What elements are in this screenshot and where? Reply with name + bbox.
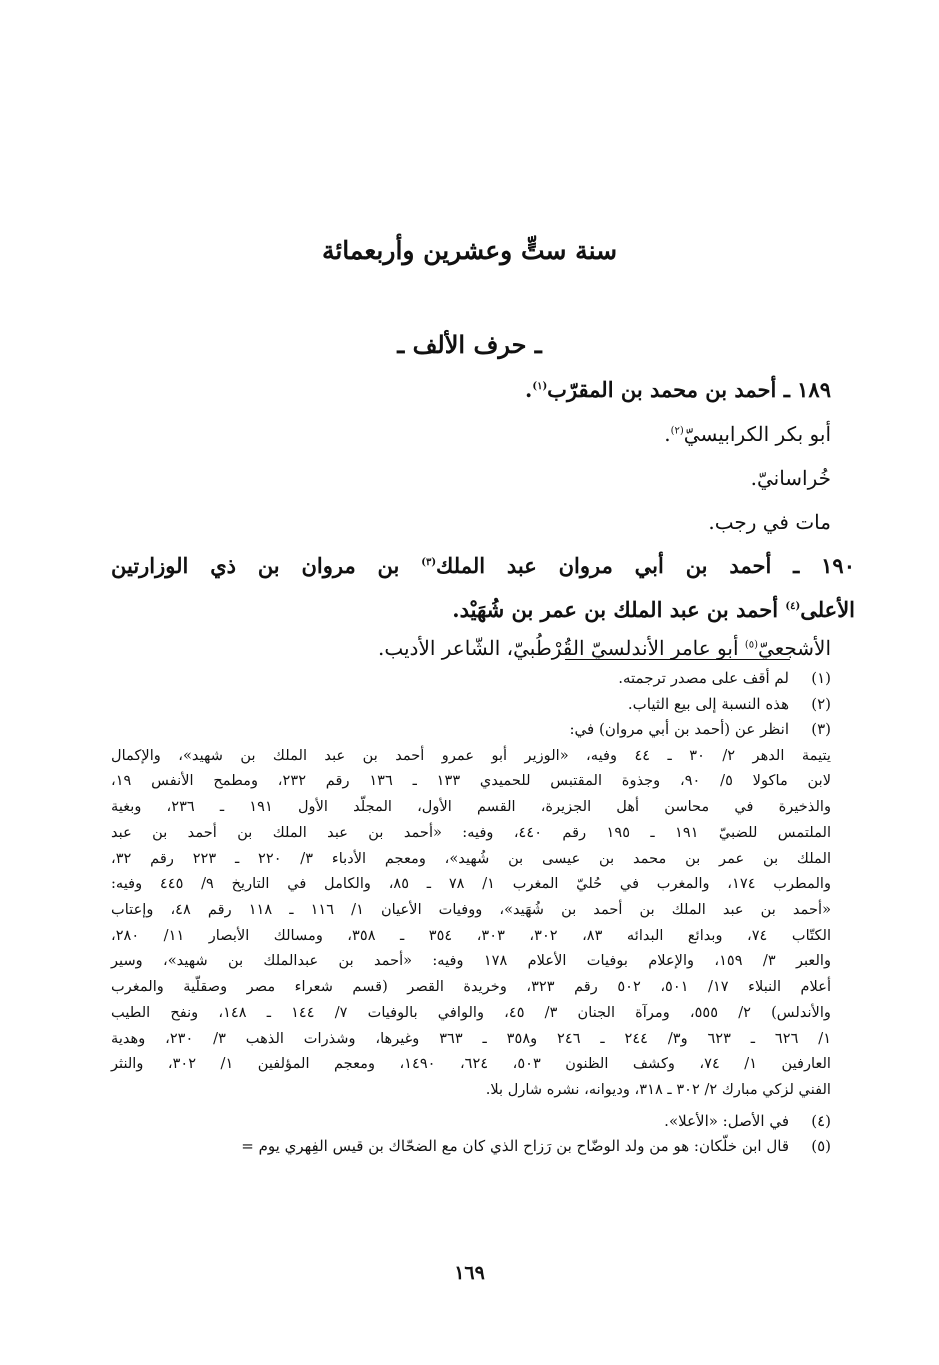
footnote-3-line: يتيمة الدهر ٢/ ٣٠ ـ ٤٤ وفيه، «الوزير أبو عمرو أحمد بن عبد الملك بن شهيد»، والإكمال [111,746,831,764]
footnote-3-line: الملتمس للضبيّ ١٩١ ـ ١٩٥ رقم ٤٤٠، وفيه: «أحمد بن عبد الملك بن أحمد بن عبد [111,823,832,841]
footnote-number: (٢) [811,694,831,713]
entry-190-line: الأشجعيّ$^{(٥)}$ أبو عامر الأندلسيّ القُرْطُبيّ، الشّاعر الأديب. [377,636,831,660]
footnote-ref-2: (٢) [670,425,684,437]
footnote-3-line: والذخيرة في محاسن أهل الجزيرة، القسم الأول، المجلّد الأول ١٩١ ـ ٢٣٦، وبغية [111,798,831,816]
footnote-3-line: والأندلس) ٢/ ٥٥٥، ومرآة الجنان ٣/ ٤٥، والوافي بالوفيات ٧/ ١٤٤ ـ ١٤٨، ونفح الطيب [111,1003,831,1021]
entry-189-line: مات في رجب. [708,510,831,534]
footnote-3-line: الفني لزكي مبارك ٢/ ٣٠٢ ـ ٣١٨، وديوانه، نشره شارل بلا. [485,1080,831,1098]
footnote-number: (٤) [811,1111,831,1130]
entry-190-heading-line2: الأعلى$^{(٤)}$ أحمد بن عبد الملك بن عمر بن شُهَيْد. [452,597,855,622]
footnote-4 [111,1109,831,1135]
footnote-1 [111,666,831,692]
footnotes [111,666,831,1160]
entry-189-line: أبو بكر الكرابيسيّ$^{(٢)}$. [664,422,831,446]
page-number: ١٦٩ [454,1262,485,1284]
footnote-5 [111,1134,831,1160]
entry-189-name: ١٨٩ ـ أحمد بن محمد بن المقرّب [547,377,831,402]
footnote-ref-5: (٥) [744,639,759,651]
footnote-3-line: «أحمد بن عبد الملك بن أحمد بن شُهَيد»، ووفيات الأعيان ١/ ١١٦ ـ ١١٨ رقم ٤٨، وإعتاب [111,901,832,918]
footnote-3-line: والمطرب ١٧٤، والمغرب في حُليّ المغرب ١/ ٧٨ ـ ٨٥، والكامل في التاريخ ٩/ ٤٤٥ وفيه: [111,875,831,893]
footnote-3-line: الكتّاب ٧٤، وبدائع البدائه ٨٣، ٣٠٢، ٣٠٣، ٣٥٤ ـ ٣٥٨، ومسالك الأبصار ١١/ ٢٨٠، [111,926,832,944]
footnote-ref-3: (٣) [421,557,437,568]
entry-189-end: . [525,377,533,402]
footnote-number: (١) [811,669,831,687]
footnote-3-line: ١/ ٦٢٦ ـ ٦٢٣ و٣/ ٢٤٤ ـ ٢٤٦ و٣٥٨ ـ ٣٦٣ وغيرها، وشذرات الذهب ٣/ ٢٣٠، وهدية [111,1029,832,1047]
footnote-text: قال ابن خلّكان: هو من ولد الوضّاح بن رَزاح الذي كان مع الضحّاك بن قيس الفِهري يوم = [241,1137,789,1156]
entry-189-line: خُراسانيّ. [750,466,831,490]
footnote-3 [111,717,831,743]
footnote-3-line: أعلام النبلاء ١٧/ ٥٠١، ٥٠٢ رقم ٣٢٣، وخريدة القصر (قسم شعراء مصر وصقلّية والمغرب [111,978,832,996]
footnote-ref-4: (٤) [785,601,801,612]
footnote-text: في الأصل: «الأعلا». [664,1111,789,1130]
footnote-2 [111,692,831,718]
footnote-separator [565,659,790,660]
entry-189-kunya: أبو بكر الكرابيسيّ [683,422,831,446]
footnote-number: (٥) [811,1137,831,1156]
footnote-3-line: العارفين ١/ ٧٤، وكشف الظنون ٥٠٣، ٦٢٤، ١٤٩٠، ومعجم المؤلفين ١/ ٣٠٢، والنثر [111,1055,831,1073]
year-heading: سنة ستٍّ وعشرين وأربعمائة [321,236,618,265]
footnote-text: لم أقف على مصدر ترجمته. [618,669,789,687]
main-text [111,368,855,670]
entry-190-heading-line1: ١٩٠ ـ أحمد بن أبي مروان عبد الملك$^{(٣)}$ بن مروان بن ذي الوزارتين [111,553,855,578]
footnote-text: انظر عن (أحمد بن أبي مروان) في: [569,720,789,739]
footnote-3-line: والعبر ٣/ ١٥٩، والإعلام بوفيات الأعلام ١٧٨ وفيه: «أحمد بن عبدالملك بن شهيد»، وسير [111,952,831,970]
footnote-ref-1: (١) [532,381,548,392]
footnote-3-sources [111,743,831,1103]
footnote-text: هذه النسبة إلى بيع الثياب. [627,694,789,713]
footnote-number: (٣) [811,720,831,739]
footnote-3-line: الملك بن عمر بن محمد بن عيسى بن شُهيد»، ومعجم الأدباء ٣/ ٢٢٠ ـ ٢٢٣ رقم ٣٢، [111,849,831,867]
footnote-3-line: لابن ماكولا ٥/ ٩٠، وجذوة المقتبس للحميدي ١٣٣ ـ ١٣٦ رقم ٢٣٢، ومطمح الأنفس ١٩، [111,772,832,790]
section-heading: ـ حرف الألف ـ [397,330,542,359]
entry-189-heading [111,368,831,412]
